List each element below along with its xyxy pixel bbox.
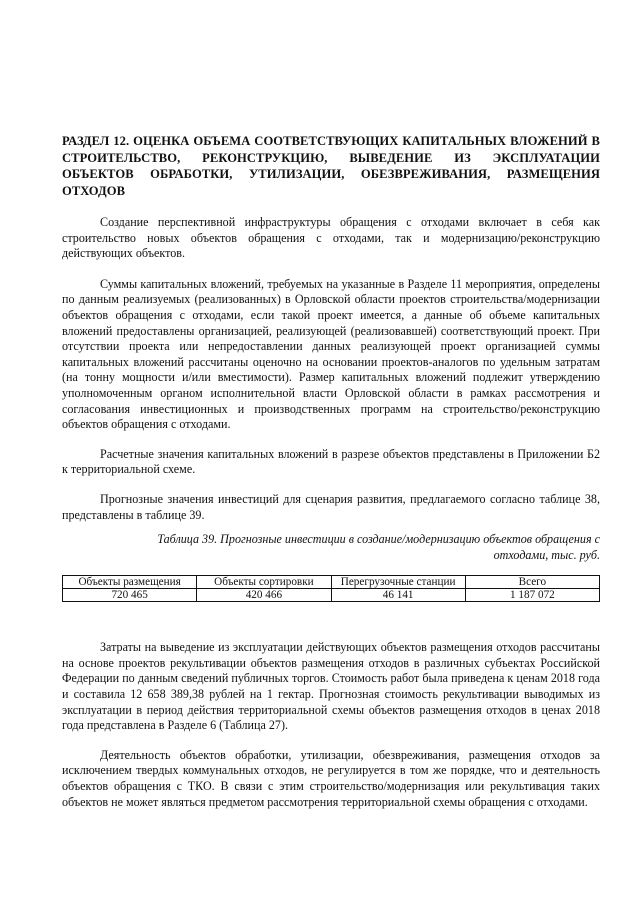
- table-cell: 46 141: [331, 589, 465, 602]
- paragraph-decommissioning-costs: Затраты на выведение из эксплуатации действующих объектов размещения отходов рассчитаны на основе проектов рекультивации объектов размещения отходов в различных субъектах Российской Федерации по данным сведений публичных торгов. Стоимость работ была приведена к ценам 2018 года и составила 12 658 389,38 рублей на 1 гектар. Прогнозная стоимость рекультивации выводимых из эксплуатации в период действия территориальной схемы объектов размещения отходов в ценах 2018 года представлена в Разделе 6 (Таблица 27).: [62, 640, 600, 733]
- table-header-row: [63, 576, 600, 589]
- paragraph-calculated-values: Расчетные значения капитальных вложений в разрезе объектов представлены в Приложении Б2 к территориальной схеме.: [62, 446, 600, 477]
- paragraph-infrastructure: Создание перспективной инфраструктуры обращения с отходами включает в себя как строительство новых объектов обращения с отходами, так и модернизацию/реконструкцию действующих объектов.: [62, 215, 600, 261]
- table-cell: 1 187 072: [465, 589, 599, 602]
- table-header-cell: Всего: [465, 576, 599, 589]
- paragraph-regulation: Деятельность объектов обработки, утилизации, обезвреживания, размещения отходов за исключением твердых коммунальных отходов, не регулируется в том же порядке, что и деятельность объектов обращения с ТКО. В связи с этим строительство/модернизация или рекультивация таких объектов не может являться предметом рассмотрения территориальной схемы обращения с отходами.: [62, 747, 600, 809]
- investments-table: [62, 575, 600, 602]
- table-header-cell: Перегрузочные станции: [331, 576, 465, 589]
- table-row: [63, 589, 600, 602]
- section-heading: РАЗДЕЛ 12. ОЦЕНКА ОБЪЕМА СООТВЕТСТВУЮЩИХ КАПИТАЛЬНЫХ ВЛОЖЕНИЙ В СТРОИТЕЛЬСТВО, РЕКОНСТРУКЦИЮ, ВЫВЕДЕНИЕ ИЗ ЭКСПЛУАТАЦИИ ОБЪЕКТОВ ОБРАБОТКИ, УТИЛИЗАЦИИ, ОБЕЗВРЕЖИВАНИЯ, РАЗМЕЩЕНИЯ ОТХОДОВ: [62, 134, 600, 198]
- table-caption: Таблица 39. Прогнозные инвестиции в создание/модернизацию объектов обращения с отходами, тыс. руб.: [157, 532, 600, 562]
- table-cell: 420 466: [197, 589, 331, 602]
- table-header-cell: Объекты сортировки: [197, 576, 331, 589]
- page-content: [62, 133, 600, 810]
- table-header-cell: Объекты размещения: [63, 576, 197, 589]
- paragraph-capital-investments: Суммы капитальных вложений, требуемых на указанные в Разделе 11 мероприятия, определены по данным реализуемых (реализованных) в Орловской области проектов строительства/модернизации объектов обращения с отходами, если такой проект имеется, а данные об объеме капитальных вложений предоставлены организацией, реализующей (реализовавшей) соответствующий проект. При отсутствии проекта или непредоставлении данных реализующей проект организацией суммы капитальных вложений рассчитаны оценочно на основании проектов-аналогов по удельным затратам (на тонну мощности и/или вместимости). Размер капитальных вложений подлежит утверждению уполномоченным органом исполнительной власти Орловской области в рамках рассмотрения и согласования инвестиционных и производственных программ на строительство/реконструкцию объектов обращения с отходами.: [62, 276, 600, 432]
- paragraph-forecast-values: Прогнозные значения инвестиций для сценария развития, предлагаемого согласно таблице 38, представлены в таблице 39.: [62, 491, 600, 522]
- table-cell: 720 465: [63, 589, 197, 602]
